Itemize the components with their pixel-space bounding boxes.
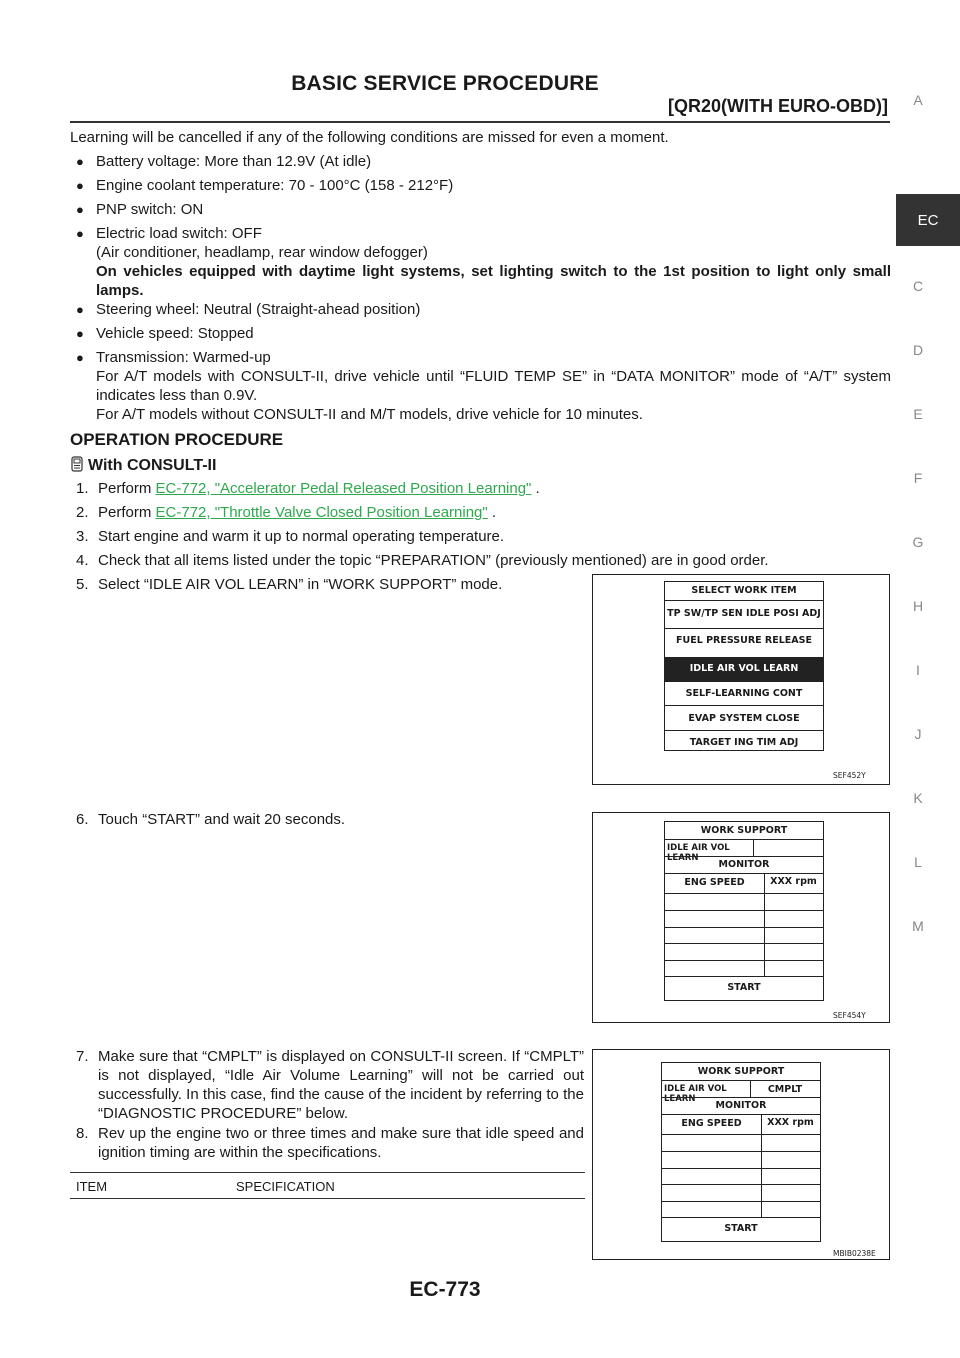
side-index-i[interactable]: I: [916, 662, 920, 678]
side-index-k[interactable]: K: [913, 790, 923, 806]
spec-table-top-rule: [70, 1172, 585, 1173]
bullet-icon: ●: [76, 350, 84, 365]
section-heading: OPERATION PROCEDURE: [70, 430, 284, 449]
step-7: 7. Make sure that “CMPLT” is displayed on CONSULT-II screen. If “CMPLT” is not displayed, “Idle Air Volume Learning” will not be carried out successfully. In this case, find the cause of the incident by referring to the “DIAGNOSTIC PROCEDURE” below.: [76, 1048, 584, 1122]
screen-header: WORK SUPPORT: [697, 1066, 785, 1077]
condition-item: ● Vehicle speed: Stopped: [76, 325, 254, 342]
work-item-label: IDLE AIR VOL LEARN: [664, 1084, 727, 1104]
figure-id: SEF454Y: [833, 1011, 866, 1020]
page-subtitle: [QR20(WITH EURO-OBD)]: [668, 96, 888, 116]
page-title: BASIC SERVICE PROCEDURE: [291, 72, 599, 95]
header-rule: [70, 121, 890, 123]
condition-item: ● Engine coolant temperature: 70 - 100°C (158 - 212°F): [76, 177, 454, 194]
screen-header: SELECT WORK ITEM: [691, 585, 797, 596]
side-index-e[interactable]: E: [913, 406, 923, 422]
step-3: 3. Start engine and warm it up to normal operating temperature.: [76, 528, 505, 545]
condition-item: ● Battery voltage: More than 12.9V (At idle): [76, 153, 372, 170]
bullet-icon: ●: [76, 178, 84, 193]
figure-id: MBIB0238E: [833, 1249, 876, 1258]
spec-col-item: ITEM: [76, 1179, 108, 1194]
work-item-label: IDLE AIR VOL LEARN: [667, 843, 730, 863]
side-index-f[interactable]: F: [913, 470, 923, 486]
bullet-icon: ●: [76, 202, 84, 217]
monitor-item-label: ENG SPEED: [681, 1118, 742, 1129]
menu-item[interactable]: TARGET ING TIM ADJ: [689, 737, 799, 748]
consult-tool-icon: [70, 456, 84, 472]
side-index-h[interactable]: H: [912, 598, 924, 614]
spec-table-bottom-rule: [70, 1198, 585, 1199]
consult-screen: [661, 1062, 821, 1242]
step-4: 4. Check that all items listed under the topic “PREPARATION” (previously mentioned) are in good order.: [76, 552, 769, 569]
step-5: 5. Select “IDLE AIR VOL LEARN” in “WORK SUPPORT” mode.: [76, 576, 503, 593]
side-index-j[interactable]: J: [914, 726, 922, 742]
bullet-icon: ●: [76, 302, 84, 317]
daytime-light-note: On vehicles equipped with daytime light systems, set lighting switch to the 1st position to light only small lamps.: [96, 263, 891, 299]
figure-select-work-item: [592, 574, 890, 785]
start-button[interactable]: START: [724, 1223, 758, 1234]
consult-screen: [664, 581, 824, 751]
side-index-l[interactable]: L: [914, 854, 922, 870]
condition-item: ● PNP switch: ON: [76, 201, 204, 218]
menu-item[interactable]: SELF-LEARNING CONT: [685, 688, 803, 699]
step-6: 6. Touch “START” and wait 20 seconds.: [76, 811, 346, 828]
status-cmplt: CMPLT: [767, 1084, 803, 1095]
monitor-item-value: XXX rpm: [767, 1117, 814, 1128]
start-button[interactable]: START: [727, 982, 761, 993]
step-2: 2. Perform EC-772, "Throttle Valve Closed Position Learning" .: [76, 504, 497, 521]
consult-screen: [664, 821, 824, 1001]
menu-item[interactable]: TP SW/TP SEN IDLE POSI ADJ: [667, 608, 821, 619]
condition-item-transmission: ● Transmission: Warmed-up For A/T models with CONSULT-II, drive vehicle until “FLUID TEMP SE” in “DATA MONITOR” mode of “A/T” system indicates less than 0.9V. For A/T models without CONSULT-II and M/T models, drive vehicle for 10 minutes.: [76, 349, 891, 423]
monitor-header: MONITOR: [715, 1100, 767, 1111]
side-index-c[interactable]: C: [912, 278, 924, 294]
link-throttle-valve-learning[interactable]: EC-772, "Throttle Valve Closed Position Learning": [155, 504, 488, 521]
menu-item-selected[interactable]: IDLE AIR VOL LEARN: [689, 663, 799, 674]
consult-label: With CONSULT-II: [70, 456, 216, 475]
side-index-d[interactable]: D: [912, 342, 924, 358]
bullet-icon: ●: [76, 154, 84, 169]
menu-item[interactable]: FUEL PRESSURE RELEASE: [676, 635, 812, 646]
figure-work-support-complete: [592, 1049, 890, 1260]
intro-text: Learning will be cancelled if any of the following conditions are missed for even a moment.: [70, 129, 669, 146]
link-accelerator-pedal-learning[interactable]: EC-772, "Accelerator Pedal Released Position Learning": [155, 480, 532, 497]
side-index-m[interactable]: M: [912, 918, 924, 934]
figure-id: SEF452Y: [833, 771, 866, 780]
screen-header: WORK SUPPORT: [700, 825, 788, 836]
monitor-item-label: ENG SPEED: [684, 877, 745, 888]
page-number: EC-773: [409, 1278, 481, 1301]
step-8: 8. Rev up the engine two or three times and make sure that idle speed and ignition timing are within the specifications.: [76, 1125, 584, 1161]
monitor-header: MONITOR: [718, 859, 770, 870]
spec-col-specification: SPECIFICATION: [236, 1179, 335, 1194]
step-1: 1. Perform EC-772, "Accelerator Pedal Released Position Learning" .: [76, 480, 540, 497]
bullet-icon: ●: [76, 226, 84, 241]
side-index-g[interactable]: G: [912, 534, 924, 550]
monitor-item-value: XXX rpm: [770, 876, 817, 887]
condition-item-electric-load: ● Electric load switch: OFF (Air conditioner, headlamp, rear window defogger) On vehicles equipped with daytime light systems, set lighting switch to the 1st position to light only small lamps.: [76, 225, 891, 299]
side-index-a[interactable]: A: [913, 92, 923, 108]
figure-work-support-start: [592, 812, 890, 1023]
menu-item[interactable]: EVAP SYSTEM CLOSE: [688, 713, 800, 724]
bullet-icon: ●: [76, 326, 84, 341]
condition-item: ● Steering wheel: Neutral (Straight-ahead position): [76, 301, 421, 318]
side-index-ec-active[interactable]: EC: [896, 194, 960, 246]
